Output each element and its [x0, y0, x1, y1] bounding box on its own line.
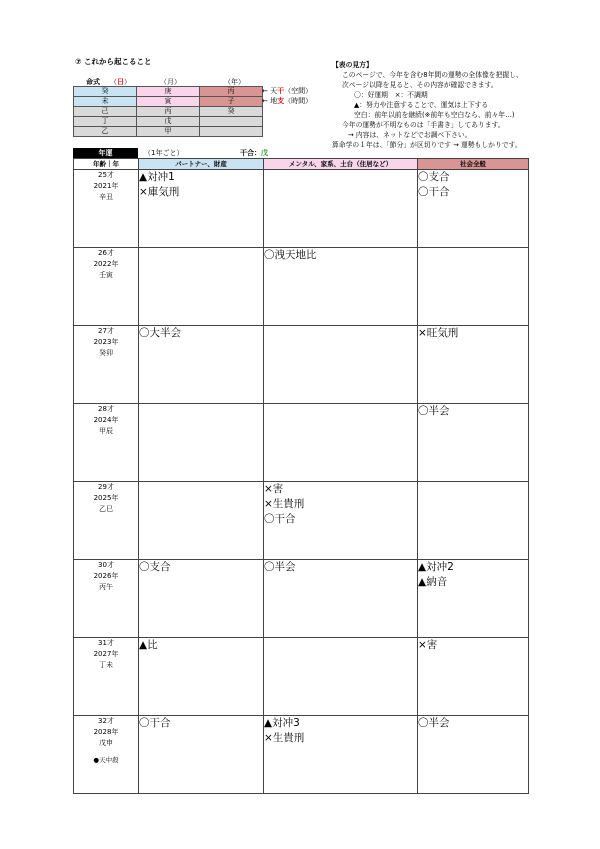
mental-cell — [264, 404, 418, 482]
year-row — [74, 326, 529, 404]
event-item: 〇半会 — [418, 405, 450, 417]
year-row — [74, 716, 529, 794]
meishiki-table — [73, 86, 263, 137]
meishiki-row — [74, 117, 263, 127]
age-year-age: 32才 — [98, 717, 114, 725]
age-year-cell — [74, 170, 139, 248]
meishiki-row — [74, 87, 263, 97]
event-item: 〇干合 — [418, 186, 450, 198]
meishiki-cell: 癸 — [200, 107, 263, 117]
age-year-cell — [74, 560, 139, 638]
age-year-cell — [74, 404, 139, 482]
year-row — [74, 248, 529, 326]
year-row — [74, 638, 529, 716]
meishiki-cell: 戊 — [137, 117, 200, 127]
event-item: ×害 — [264, 483, 284, 495]
legend-line: → 内容は、ネットなどでお調べ下さい。 — [348, 131, 472, 139]
meishiki-cell: 未 — [74, 97, 137, 107]
age-year-cell — [74, 638, 139, 716]
legend — [332, 60, 523, 150]
nenun-label: 年運 — [73, 148, 138, 158]
age-year-eto: 戊申 — [99, 739, 113, 747]
social-cell — [418, 248, 529, 326]
mental-cell — [264, 560, 418, 638]
social-cell — [418, 326, 529, 404]
age-year-age: 26才 — [98, 249, 114, 257]
age-year-age: 29才 — [98, 483, 114, 491]
age-year-eto: 丙午 — [99, 583, 113, 591]
event-item: ▲比 — [139, 639, 158, 651]
partner-cell — [139, 482, 264, 560]
meishiki-cell: 己 — [74, 107, 137, 117]
event-item: ▲対冲3 — [264, 717, 300, 729]
partner-cell — [139, 716, 264, 794]
social-cell — [418, 482, 529, 560]
social-cell — [418, 404, 529, 482]
year-row — [74, 404, 529, 482]
event-item: 〇支合 — [139, 561, 171, 573]
event-item: 〇大半会 — [139, 327, 181, 339]
event-item: ▲納音 — [418, 576, 448, 588]
social-cell — [418, 638, 529, 716]
meishiki-cell: 乙 — [74, 127, 137, 137]
meishiki-label: 命式 （日） — [86, 78, 131, 86]
header-mental: メンタル、家系、土台（住居など） — [264, 159, 418, 170]
mental-cell — [264, 482, 418, 560]
age-year-age: 25才 — [98, 171, 114, 179]
year-row — [74, 560, 529, 638]
meishiki-cell: 丙 — [137, 107, 200, 117]
age-year-year: 2025年 — [93, 494, 119, 502]
mental-cell — [264, 248, 418, 326]
social-cell — [418, 170, 529, 248]
age-year-year: 2024年 — [93, 416, 119, 424]
legend-line: 次ページ以降を見ると、その内容が確認できます。 — [342, 81, 498, 89]
month-label: （月） — [160, 78, 181, 86]
mental-cell — [264, 170, 418, 248]
partner-cell — [139, 404, 264, 482]
age-year-eto: 癸卯 — [99, 349, 113, 357]
age-year-age: 28才 — [98, 405, 114, 413]
event-item: ×生貴刑 — [264, 498, 305, 510]
meishiki-cell: 甲 — [137, 127, 200, 137]
event-item: ×旺気刑 — [418, 327, 459, 339]
legend-line: このページで、今年を含む8年間の運勢の全体像を把握し、 — [342, 71, 523, 79]
event-item: 〇干合 — [264, 513, 296, 525]
meishiki-cell — [200, 127, 263, 137]
meishiki-row — [74, 97, 263, 107]
age-year-eto: 壬寅 — [99, 271, 113, 279]
age-year-age: 31才 — [98, 639, 114, 647]
meishiki-cell: 寅 — [137, 97, 200, 107]
age-year-year: 2027年 — [93, 650, 119, 658]
legend-line: 算命学の１年は、「節分」が区切りです → 運勢もしかりです。 — [332, 141, 522, 149]
meishiki-cell — [200, 117, 263, 127]
age-year-eto: 辛丑 — [99, 193, 113, 201]
event-item: ▲対冲1 — [139, 171, 175, 183]
event-item: ▲対冲2 — [418, 561, 454, 573]
age-year-cell — [74, 716, 139, 794]
year-row — [74, 482, 529, 560]
event-item: 〇半会 — [418, 717, 450, 729]
age-year-eto: 甲辰 — [99, 427, 113, 435]
tenkan-note: ← 天干（空間） — [262, 87, 313, 95]
age-year-cell — [74, 248, 139, 326]
header-age-year: 年齢｜年 — [74, 159, 139, 170]
meishiki-cell: 癸 — [74, 87, 137, 97]
event-item: 〇半会 — [264, 561, 296, 573]
year-row — [74, 170, 529, 248]
meishiki-cell: 丁 — [74, 117, 137, 127]
meishiki-row — [74, 107, 263, 117]
age-year-year: 2023年 — [93, 338, 119, 346]
age-year-cell — [74, 482, 139, 560]
meishiki-row — [74, 127, 263, 137]
legend-line: 今年の運勢が不明なものは「手書き」してあります。 — [342, 121, 505, 129]
header-social: 社会全般 — [418, 159, 529, 170]
event-item: ×害 — [418, 639, 438, 651]
partner-cell — [139, 248, 264, 326]
mental-cell — [264, 716, 418, 794]
age-year-eto: 乙巳 — [99, 505, 113, 513]
year-label: （年） — [224, 78, 245, 86]
meishiki-cell: 子 — [200, 97, 263, 107]
fortune-table — [73, 158, 529, 794]
event-item: ×庫気刑 — [139, 186, 180, 198]
partner-cell — [139, 560, 264, 638]
event-item: ×生貴刑 — [264, 732, 305, 744]
chishi-note: ← 地支（時間） — [262, 97, 313, 105]
age-year-year: 2026年 — [93, 572, 119, 580]
meishiki-cell: 庚 — [137, 87, 200, 97]
legend-line: 〇：好運期 ×：不調期 — [354, 91, 428, 99]
partner-cell — [139, 326, 264, 404]
header-partner: パートナー、財産 — [139, 159, 264, 170]
kangou-info: 干合：戊 — [240, 149, 268, 157]
unit-note: （1年ごと） — [144, 149, 184, 157]
section-title: ⑦ これから起こること — [75, 57, 152, 66]
age-year-eto: 丁未 — [99, 661, 113, 669]
mental-cell — [264, 638, 418, 716]
legend-line: ▲：努力や注意することで、運気は上下する — [354, 101, 489, 109]
partner-cell — [139, 170, 264, 248]
social-cell — [418, 716, 529, 794]
event-item: 〇支合 — [418, 171, 450, 183]
event-item: 〇干合 — [139, 717, 171, 729]
legend-title: 【表の見方】 — [332, 61, 373, 69]
event-item: 〇洩天地比 — [264, 249, 317, 261]
legend-line: 空白：前年以前を継続(※前年も空白なら、前々年…) — [354, 111, 515, 119]
meishiki-cell: 丙 — [200, 87, 263, 97]
age-year-age: 27才 — [98, 327, 114, 335]
age-year-year: 2022年 — [93, 260, 119, 268]
age-year-age: 30才 — [98, 561, 114, 569]
social-cell — [418, 560, 529, 638]
mental-cell — [264, 326, 418, 404]
tenchusatsu-note: ●天中殺 — [93, 756, 119, 764]
age-year-cell — [74, 326, 139, 404]
partner-cell — [139, 638, 264, 716]
age-year-year: 2021年 — [93, 182, 119, 190]
age-year-year: 2028年 — [93, 728, 119, 736]
